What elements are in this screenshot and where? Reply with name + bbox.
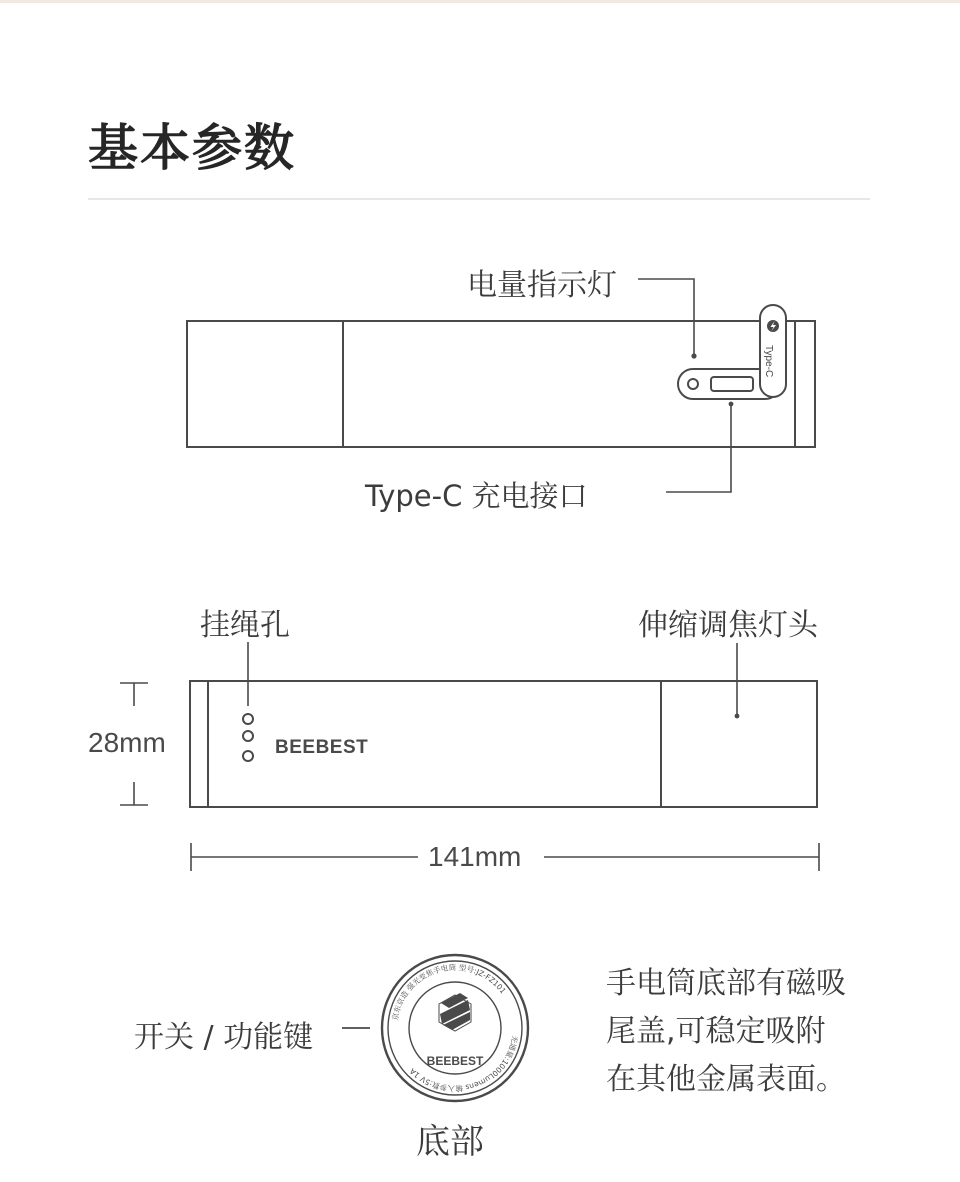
lanyard-hole-2	[243, 731, 253, 741]
brand-logo-side: BEEBEST	[275, 737, 369, 758]
length-dimension: 141mm	[428, 841, 522, 872]
side-view-diagram	[120, 642, 819, 871]
switch-label: 开关 / 功能键	[134, 1020, 314, 1055]
bottom-label: 底部	[416, 1122, 484, 1162]
brand-emblem-icon	[439, 993, 471, 1031]
bottom-cap-diagram	[342, 955, 528, 1101]
brand-logo-cap: BEEBEST	[426, 1054, 484, 1068]
page-title: 基本参数	[88, 119, 296, 177]
cap-text: Type-C	[763, 345, 774, 378]
lanyard-label: 挂绳孔	[200, 608, 290, 643]
description-line-1: 手电筒底部有磁吸	[606, 966, 846, 1001]
head-label: 伸缩调焦灯头	[638, 608, 818, 643]
lanyard-hole-1	[243, 714, 253, 724]
magnetic-description	[606, 960, 846, 1104]
indicator-label: 电量指示灯	[467, 268, 617, 303]
lanyard-hole-3	[243, 751, 253, 761]
description-line-2: 尾盖,可稳定吸附	[606, 1014, 826, 1049]
top-view-diagram	[187, 279, 815, 492]
cap-ring-text-top: 京东京造 强光变焦手电筒 型号:JZ-FZ101	[390, 962, 508, 1022]
cap-ring-text-bottom: 光通量:1000Lumens 输入参数:5V 1A	[407, 1034, 520, 1094]
indicator-leader-line	[638, 279, 694, 354]
indicator-dot	[691, 353, 696, 358]
description-line-3: 在其他金属表面。	[606, 1062, 846, 1097]
height-dimension: 28mm	[88, 727, 166, 758]
port-label: Type-C 充电接口	[365, 479, 588, 513]
